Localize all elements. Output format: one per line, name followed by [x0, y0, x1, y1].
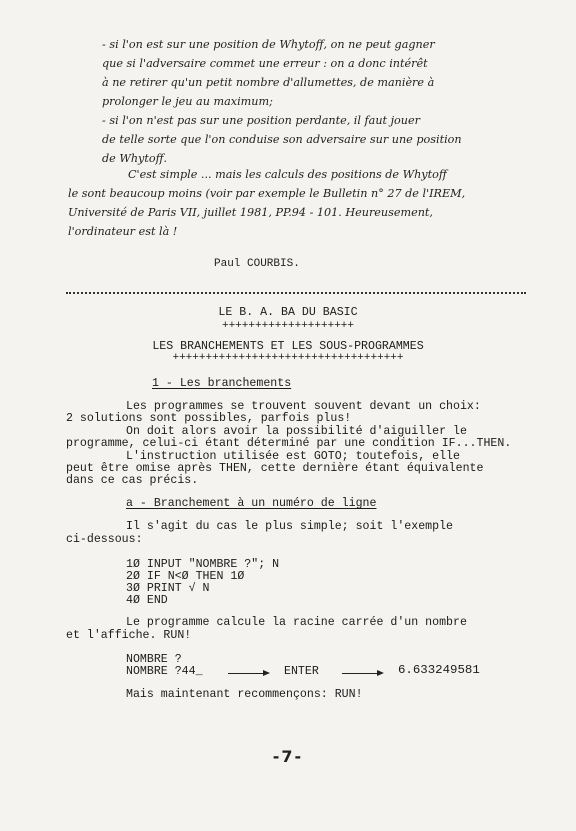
- intro-line-10: Université de Paris VII, juillet 1981, PP.94 - 101. Heureusement,: [68, 206, 433, 219]
- run-input-line: NOMBRE ?44_: [126, 665, 203, 678]
- intro-line-11: l'ordinateur est là !: [68, 225, 178, 238]
- page-number: -7-: [272, 747, 304, 766]
- body-line-3: On doit alors avoir la possibilité d'aiguiller le: [126, 425, 467, 438]
- body-line-2: 2 solutions sont possibles, parfois plus!: [66, 412, 352, 425]
- article-subtitle-plus-line: +++++++++++++++++++++++++++++++++++: [172, 352, 404, 364]
- intro-line-4: prolonger le jeu au maximum;: [102, 95, 273, 108]
- section-heading-branchements: 1 - Les branchements: [152, 377, 292, 390]
- article-subtitle: LES BRANCHEMENTS ET LES SOUS-PROGRAMMES: [152, 340, 424, 353]
- intro-line-8: C'est simple ... mais les calculs des positions de Whytoff: [128, 168, 447, 181]
- arrow-right-icon: [342, 673, 382, 674]
- separator-dotted-line: [66, 292, 526, 294]
- code-line-10: 1Ø INPUT "NOMBRE ?"; N: [126, 558, 280, 571]
- result-line-1: Le programme calcule la racine carrée d'un nombre: [126, 616, 467, 629]
- run-prompt: NOMBRE ?: [126, 653, 182, 666]
- body-line-5: L'instruction utilisée est GOTO; toutefois, elle: [126, 450, 460, 463]
- code-line-20: 2Ø IF N<Ø THEN 1Ø: [126, 570, 245, 583]
- code-line-40: 4Ø END: [126, 594, 168, 607]
- arrow-right-icon: [228, 673, 268, 674]
- example-line-1: Il s'agit du cas le plus simple; soit l'exemple: [126, 520, 453, 533]
- intro-line-7: de Whytoff.: [102, 152, 168, 165]
- intro-line-1: - si l'on est sur une position de Whytoff, on ne peut gagner: [102, 38, 435, 51]
- example-line-2: ci-dessous:: [66, 533, 143, 546]
- author-signature: Paul COURBIS.: [214, 258, 300, 270]
- article-title-plus-line: ++++++++++++++++++++: [221, 320, 355, 332]
- run-result: 6.633249581: [398, 663, 480, 677]
- body-line-7: dans ce cas précis.: [66, 474, 199, 487]
- article-title: LE B. A. BA DU BASIC: [218, 306, 358, 319]
- closing-line: Mais maintenant recommençons: RUN!: [126, 688, 363, 701]
- body-line-6: peut être omise après THEN, cette dernière étant équivalente: [66, 462, 484, 475]
- intro-line-3: à ne retirer qu'un petit nombre d'allumettes, de manière à: [102, 76, 435, 89]
- body-line-1: Les programmes se trouvent souvent devant un choix:: [126, 400, 481, 413]
- intro-line-2: que si l'adversaire commet une erreur : on a donc intérêt: [102, 57, 428, 70]
- intro-line-9: le sont beaucoup moins (voir par exemple le Bulletin n° 27 de l'IREM,: [68, 187, 466, 200]
- subsection-heading-a: a - Branchement à un numéro de ligne: [126, 497, 377, 510]
- intro-line-5: - si l'on n'est pas sur une position perdante, il faut jouer: [102, 114, 420, 127]
- result-line-2: et l'affiche. RUN!: [66, 629, 192, 642]
- intro-line-6: de telle sorte que l'on conduise son adversaire sur une position: [102, 133, 462, 146]
- run-enter-key: ENTER: [284, 665, 319, 678]
- code-line-30: 3Ø PRINT √ N: [126, 582, 210, 595]
- body-line-4: programme, celui-ci étant déterminé par une condition IF...THEN.: [66, 437, 512, 450]
